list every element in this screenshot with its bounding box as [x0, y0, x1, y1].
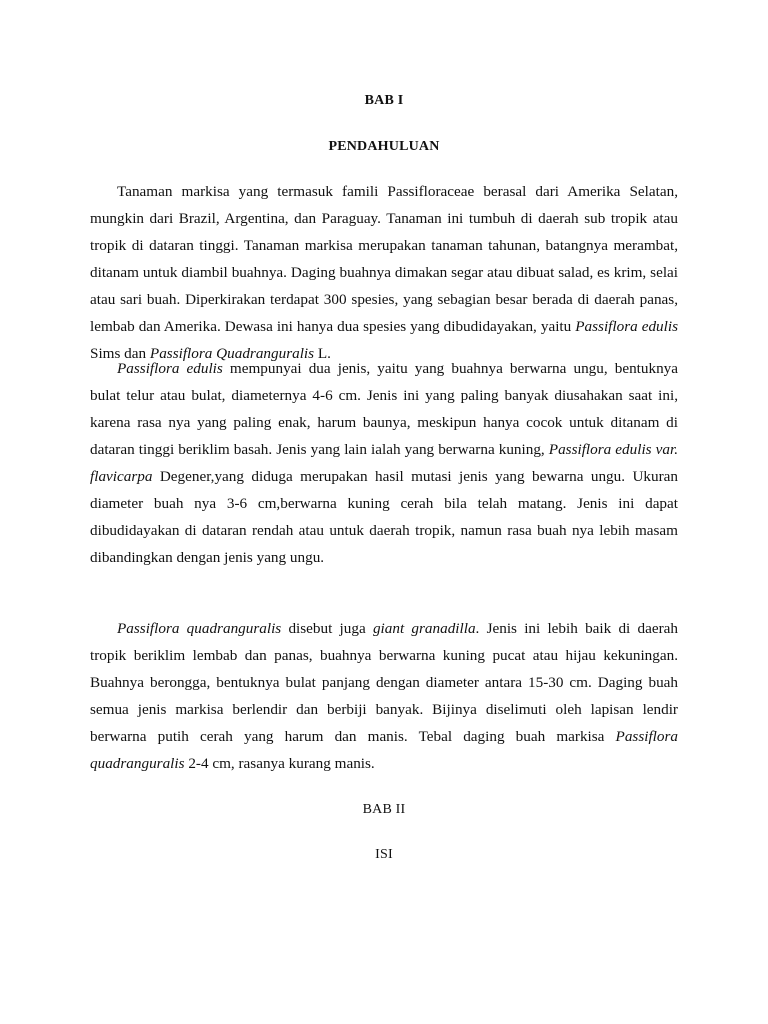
italic-term: giant granadilla: [372, 620, 476, 637]
text-run: . Jenis ini lebih baik di daerah tropik beriklim lembab dan panas, buahnya berwarna kuning pucat atau hijau kekuningan. Buahnya berongga, bentuknya bulat panjang dengan diameter antara 15-30 cm. Daging buah semua jenis markisa berlendir dan berbiji banyak. Bijinya diselimuti oleh lapisan lendir berwarna putih cerah yang harum dan manis. Tebal daging buah markisa: [90, 620, 678, 745]
text-run: disebut juga: [281, 620, 373, 637]
text-run: 2-4 cm, rasanya kurang manis.: [184, 755, 375, 772]
text-run: Sims dan: [90, 345, 150, 362]
italic-term: Passiflora edulis: [117, 360, 223, 377]
chapter-label: BAB I: [364, 93, 404, 108]
text-run: Tanaman markisa yang termasuk famili Passifloraceae berasal dari Amerika Selatan, mungkin dari Brazil, Argentina, dan Paraguay. Tanaman ini tumbuh di daerah sub tropik atau tropik di dataran tinggi. Tanaman markisa merupakan tanaman tahunan, batangnya merambat, ditanam untuk diambil buahnya. Daging buahnya dimakan segar atau dibuat salad, es krim, selai atau sari buah. Diperkirakan terdapat 300 spesies, yang sebagian besar berada di daerah panas, lembab dan Amerika. Dewasa ini hanya dua spesies yang dibudidayakan, yaitu: [90, 183, 678, 335]
italic-term: Passiflora Quadranguralis: [149, 345, 315, 362]
italic-term: Passiflora quadranguralis: [90, 728, 678, 772]
italic-term: Passiflora edulis: [575, 318, 678, 335]
text-run: L.: [314, 345, 331, 362]
chapter-2-label: BAB II: [362, 802, 406, 817]
text-run: Degener,yang diduga merupakan hasil mutasi jenis yang bewarna ungu. Ukuran diameter buah nya 3-6 cm,berwarna kuning cerah bila telah matang. Jenis ini dapat dibudidayakan di dataran rendah atau untuk daerah tropik, namun rasa buah nya lebih masam dibandingkan dengan jenis yang ungu.: [90, 468, 678, 566]
text-run: mempunyai dua jenis, yaitu yang buahnya berwarna ungu, bentuknya bulat telur atau bulat, diameternya 4-6 cm. Jenis ini yang paling banyak diusahakan saat ini, karena rasa nya yang paling enak, harum baunya, meskipun hanya cocok untuk ditanam di dataran tinggi beriklim basah. Jenis yang lain ialah yang berwarna kuning,: [90, 360, 678, 458]
document-page: [90, 0, 678, 1024]
chapter-2-title: ISI: [375, 847, 393, 862]
paragraph-1: [90, 178, 678, 367]
paragraph-2: [90, 355, 678, 571]
italic-term: Passiflora edulis var. flavicarpa: [90, 441, 678, 485]
italic-term: Passiflora quadranguralis: [117, 620, 282, 637]
chapter-title: PENDAHULUAN: [328, 139, 440, 154]
paragraph-3: [90, 615, 678, 777]
